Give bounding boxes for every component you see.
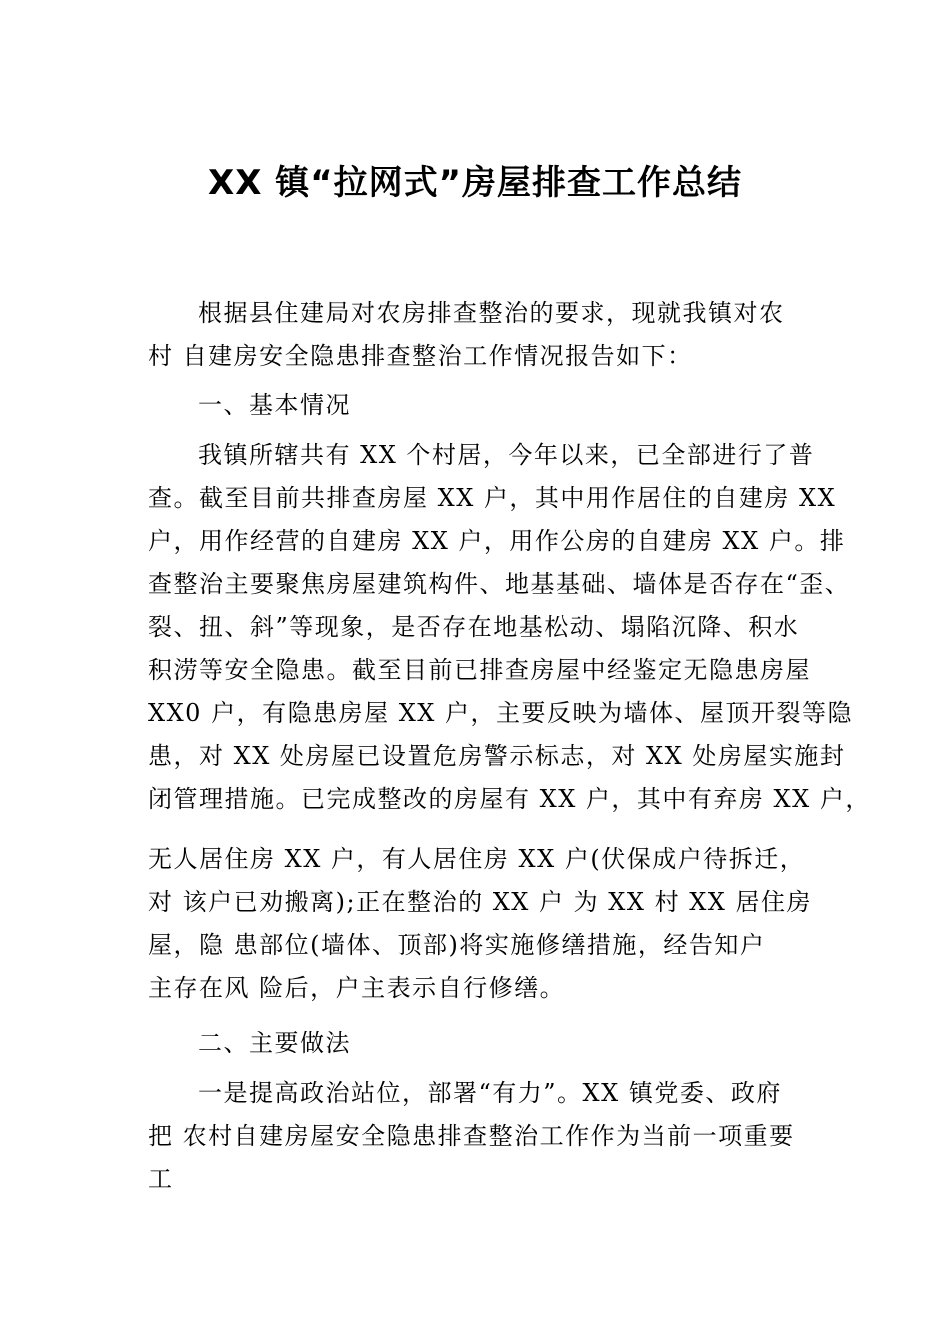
section1-cont-line-4: 主存在风 险后，户主表示自行修缮。 bbox=[148, 974, 566, 1002]
section2-line-3: 工 bbox=[148, 1165, 174, 1193]
section1-cont-line-2: 对 该户已劝搬离);正在整治的 XX 户 为 XX 村 XX 居住房 bbox=[148, 888, 812, 916]
section1-line-7: XX0 户，有隐患房屋 XX 户，主要反映为墙体、屋顶开裂等隐 bbox=[148, 699, 853, 727]
section1-line-2: 查。截至目前共排查房屋 XX 户，其中用作居住的自建房 XX bbox=[148, 484, 837, 512]
document-title: XX 镇“拉网式”房屋排查工作总结 bbox=[208, 163, 742, 203]
section1-line-4: 查整治主要聚焦房屋建筑构件、地基基础、墙体是否存在“歪、 bbox=[148, 570, 851, 598]
intro-line-1: 根据县住建局对农房排查整治的要求，现就我镇对农 bbox=[198, 299, 785, 327]
intro-line-2: 村 自建房安全隐患排查整治工作情况报告如下： bbox=[148, 342, 693, 370]
section-heading-basic: 一、基本情况 bbox=[198, 391, 351, 419]
section1-line-1: 我镇所辖共有 XX 个村居，今年以来，已全部进行了普 bbox=[198, 441, 815, 469]
section1-line-9: 闭管理措施。已完成整改的房屋有 XX 户，其中有弃房 XX 户， bbox=[148, 785, 871, 813]
section-heading-practices: 二、主要做法 bbox=[198, 1029, 351, 1057]
section1-continued-paragraph bbox=[148, 838, 828, 1010]
section1-line-3: 户，用作经营的自建房 XX 户，用作公房的自建房 XX 户。排 bbox=[148, 527, 846, 555]
section1-line-5: 裂、扭、斜”等现象，是否存在地基松动、塌陷沉降、积水 bbox=[148, 613, 800, 641]
section1-line-6: 积涝等安全隐患。截至目前已排查房屋中经鉴定无隐患房屋 bbox=[148, 656, 811, 684]
section1-line-8: 患，对 XX 处房屋已设置危房警示标志，对 XX 处房屋实施封 bbox=[148, 742, 846, 770]
intro-paragraph bbox=[148, 292, 828, 378]
section2-paragraph bbox=[148, 1072, 828, 1201]
section1-paragraph bbox=[148, 434, 871, 821]
section2-line-1: 一是提高政治站位，部署“有力”。XX 镇党委、政府 bbox=[198, 1079, 782, 1107]
section2-line-2: 把 农村自建房屋安全隐患排查整治工作作为当前一项重要 bbox=[148, 1122, 795, 1150]
section1-cont-line-1: 无人居住房 XX 户，有人居住房 XX 户(伏保成户待拆迁， bbox=[148, 845, 806, 873]
section1-cont-line-3: 屋，隐 患部位(墙体、顶部)将实施修缮措施，经告知户 bbox=[148, 931, 766, 959]
